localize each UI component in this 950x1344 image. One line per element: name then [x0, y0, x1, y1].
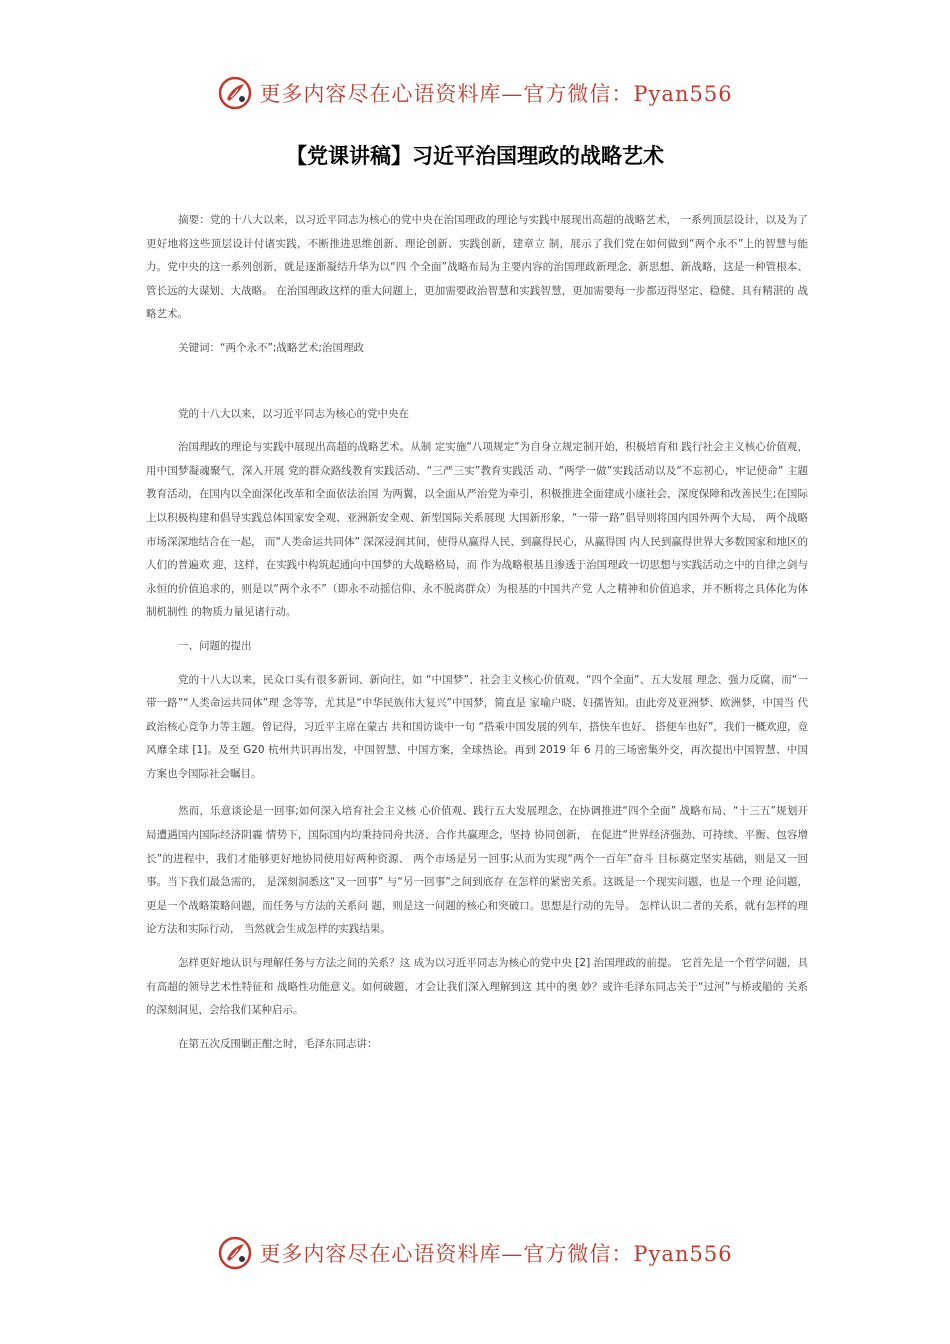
- document-body: [146, 209, 808, 1056]
- watermark-text: 更多内容尽在心语资料库—官方微信：Pyan556: [259, 1242, 733, 1266]
- body-paragraph-2: 党的十八大以来，民众口头有很多新词、新向往，如 “中国梦”、社会主义核心价值观、“四个全面”、五大发展 理念、强力反腐，而“一带一路”“人类命运共同体”理 念等等，尤其是“中华民族伟大复兴”中国梦，简直是 家喻户晓、妇孺皆知。由此旁及亚洲梦、欧洲梦，中国当 代政治核心竞争力等主题。曾记得，习近平主席在蒙古 共和国访谈中一句 “搭乘中国发展的列车，搭快车也好、 搭便车也好”，我们一概欢迎，竟风靡全球 [1]。及至 G20 杭州共识再出发，中国智慧、中国方案，全球热论。再到 2019 年 6 月的三场密集外交，再次提出中国智慧、中国 方案也令国际社会瞩目。: [146, 673, 808, 780]
- body-paragraph-1: 治国理政的理论与实践中展现出高超的战略艺术。从制 定实施“八项规定”为自身立规定制开始，积极培育和 践行社会主义核心价值观，用中国梦凝魂聚气，深入开展 党的群众路线教育实践活动、“三严三实”教育实践活 动、“两学一做”实践活动以及“不忘初心，牢记使命” 主题教育活动，在国内以全面深化改革和全面依法治国 为两翼，以全面从严治党为牵引，积极推进全面建成小康社会，深度保障和改善民生;在国际上以积极构建和倡导实践总体国家安全观、亚洲新安全观、新型国际关系展现 大国新形象，“一带一路”倡导则将国内国外两个大局、 两个战略市场深深地结合在一起， 而“人类命运共同体” 深深浸润其间，使得从赢得人民、到赢得民心，从赢得国 内人民到赢得世界大多数国家和地区的人们的普遍欢 迎，这样，在实践中构筑起通向中国梦的大战略格局，而 作为战略根基且渗透于治国理政一切思想与实践活动之中的自律之剑与永恒的价值追求的，则是以“两个永不”（即永不动摇信仰、永不脱离群众）为根基的中国共产党 人之精神和价值追求，并不断将之具体化为体制机制性 的物质力量见诸行动。: [146, 441, 808, 619]
- document-title: 【党课讲稿】习近平治国理政的战略艺术: [286, 144, 664, 168]
- keywords-line: 关键词：“两个永不”;战略艺术;治国理政: [178, 341, 364, 354]
- body-paragraph-4: 怎样更好地认识与理解任务与方法之间的关系？这 成为以习近平同志为核心的党中央 [2] 治国理政的前提。 它首先是一个哲学问题，具有高超的领导艺术性特征和 战略性功能意义。如何破题，才会让我们深入理解到这 其中的奥 妙？或许毛泽东同志关于“过河”与桥或船的 关系的深刻洞见，会给我们某种启示。: [146, 957, 808, 1017]
- header-watermark-banner: [0, 71, 950, 115]
- footer-watermark-banner: [0, 1231, 950, 1275]
- watermark-text: 更多内容尽在心语资料库—官方微信：Pyan556: [259, 82, 733, 106]
- flower-logo-icon: [217, 75, 253, 111]
- body-paragraph-3: 然而，乐意谈论是一回事;如何深入培育社会主义核 心价值观、践行五大发展理念，在协调推进“四个全面” 战略布局、“十三五”规划开局遭遇国内国际经济阴霾 情势下，国际国内均秉持同舟共济、合作共赢理念，坚持 协同创新， 在促进“世界经济强劲、可持续、平衡、包容增 长”的进程中，我们才能够更好地协同使用好两种资源、 两个市场是另一回事;从而为实现“两个一百年”奋斗 目标奠定坚实基础，则是又一回事。当下我们最急需的， 是深刻洞悉这“又一回事” 与“另一回事”之间到底存 在怎样的紧密关系。这既是一个现实问题，也是一个理 论问题，更是一个战略策略问题，而任务与方法的关系问 题，则是这一问题的核心和突破口。思想是行动的先导。 怎样认识二者的关系，就有怎样的理论方法和实际行动， 当然就会生成怎样的实践结果。: [146, 805, 808, 936]
- flower-logo-icon: [217, 1235, 253, 1271]
- intro-line: 党的十八大以来，以习近平同志为核心的党中央在: [178, 407, 409, 420]
- body-paragraph-5: 在第五次反围剿正酣之时，毛泽东同志讲：: [178, 1037, 378, 1050]
- abstract-paragraph: 摘要：党的十八大以来，以习近平同志为核心的党中央在治国理政的理论与实践中展现出高超的战略艺术， 一系列顶层设计，以及为了更好地将这些顶层设计付诸实践，不断推进思维创新、理论创新、实践创新，建章立 制，展示了我们党在如何做到“两个永不”上的智慧与能力。党中央的这一系列创新，就是逐渐凝结升华为以“四 个全面”战略布局为主要内容的治国理政新理念、新思想、新战略，这是一种管根本、管长远的大谋划、大战略。 在治国理政这样的重大问题上，更加需要政治智慧和实践智慧，更加需要每一步都迈得坚定、稳健、具有精湛的 战略艺术。: [146, 214, 808, 321]
- section-heading: 一、问题的提出: [178, 639, 252, 652]
